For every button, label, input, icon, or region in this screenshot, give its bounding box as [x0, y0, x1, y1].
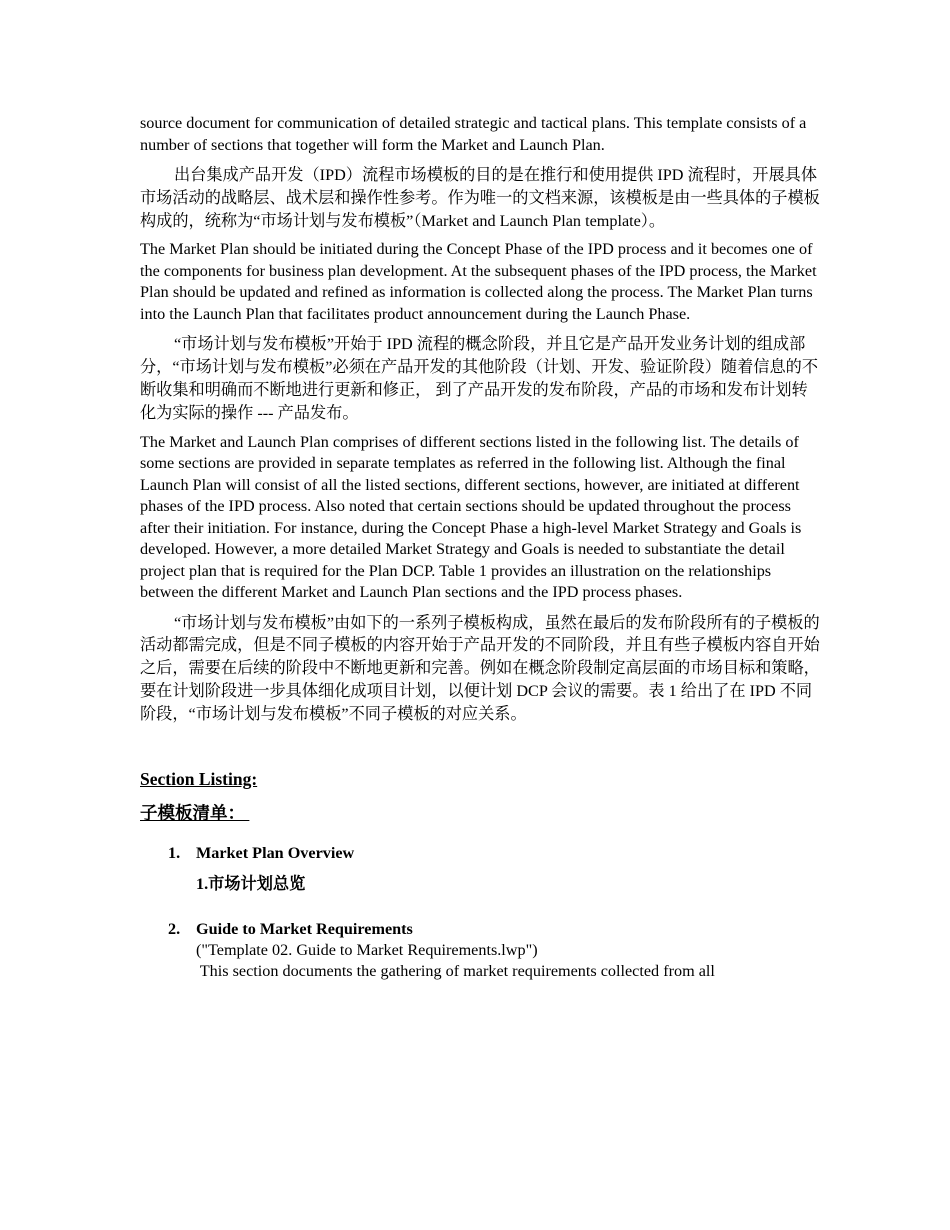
item-subtitle-zh: 1.市场计划总览: [196, 874, 306, 893]
item-title: Guide to Market Requirements: [196, 919, 413, 938]
section-listing-title: Section Listing:: [140, 768, 258, 789]
item-file-reference: ("Template 02. Guide to Market Requirements.lwp"): [196, 940, 538, 959]
list-item: [140, 918, 820, 983]
sections-paragraph-en: The Market and Launch Plan comprises of different sections listed in the following list. The details of some sections are provided in separate templates as referred in the following list. Although the final Launch Plan will consist of all the listed sections, different sections, however, are initiated at different phases of the IPD process. Also noted that certain sections should be updated throughout the process after their initiation. For instance, during the Concept Phase a high-level Market Strategy and Goals is developed. However, a more detailed Market Strategy and Goals is needed to substantiate the detail project plan that is required for the Plan DCP. Table 1 provides an illustration on the relationships between the different Market and Launch Plan sections and the IPD process phases.: [140, 432, 802, 602]
sections-paragraph-zh: “市场计划与发布模板”由如下的一系列子模板构成，虽然在最后的发布阶段所有的子模板的活动都需完成，但是不同子模板的内容开始于产品开发的不同阶段，并且有些子模板内容自开始之后，需要在后续的阶段中不断地更新和完善。例如在概念阶段制定高层面的市场目标和策略，要在计划阶段进一步具体细化成项目计划，以便计划 DCP 会议的需要。表 1 给出了在 IPD 不同阶段，“市场计划与发布模板”不同子模板的对应关系。: [140, 613, 820, 723]
item-title: Market Plan Overview: [196, 843, 355, 862]
item-number: 2.: [168, 919, 181, 938]
list-item: [140, 842, 820, 895]
item-description: This section documents the gathering of market requirements collected from all: [196, 962, 715, 981]
section-listing-title-zh: 子模板清单：: [140, 802, 250, 823]
document-page: [140, 113, 820, 983]
intro-paragraph-en: source document for communication of detailed strategic and tactical plans. This template consists of a number of sections that together will form the Market and Launch Plan.: [140, 114, 807, 154]
market-plan-paragraph-en: The Market Plan should be initiated during the Concept Phase of the IPD process and it becomes one of the components for business plan development. At the subsequent phases of the IPD process, the Market Plan should be updated and refined as information is collected along the process. The Market Plan turns into the Launch Plan that facilitates product announcement during the Launch Phase.: [140, 240, 817, 323]
section-list: [140, 842, 820, 983]
intro-paragraph-zh: 出台集成产品开发（IPD）流程市场模板的目的是在推行和使用提供 IPD 流程时，开展具体市场活动的战略层、战术层和操作性参考。作为唯一的文档来源，该模板是由一些具体的子模板构成的，统称为“市场计划与发布模板”（Market and Launch Plan template）。: [140, 166, 820, 230]
item-number: 1.: [168, 843, 181, 862]
market-plan-paragraph-zh: “市场计划与发布模板”开始于 IPD 流程的概念阶段，并且它是产品开发业务计划的组成部分，“市场计划与发布模板”必须在产品开发的其他阶段（计划、开发、验证阶段）随着信息的不断收集和明确而不断地进行更新和修正， 到了产品开发的发布阶段，产品的市场和发布计划转化为实际的操作 --- 产品发布。: [140, 335, 819, 422]
